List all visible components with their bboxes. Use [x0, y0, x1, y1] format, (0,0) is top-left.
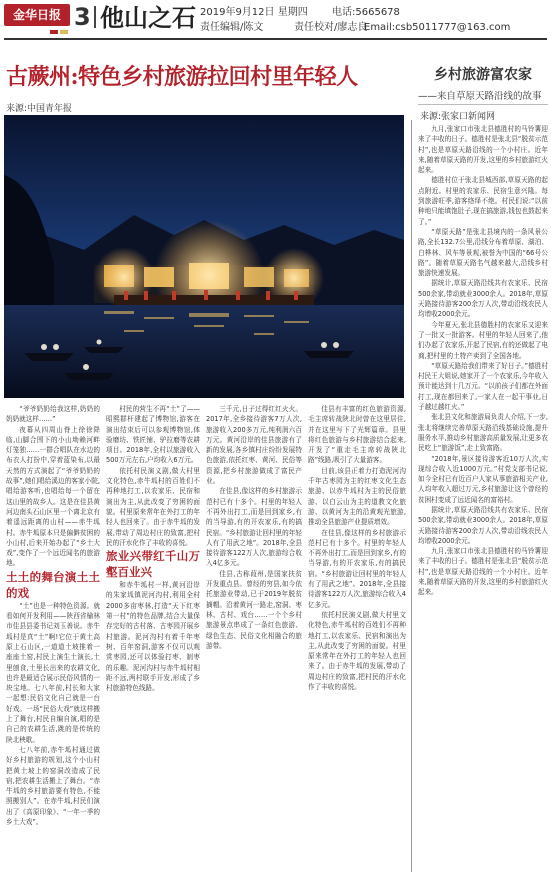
- side-article-body: [418, 124, 548, 872]
- contact-email[interactable]: Email:csb5011777@163.com: [364, 22, 511, 33]
- main-column-1: [6, 404, 100, 872]
- side-paragraph: 据统计,草原天路沿线共有农家乐、民宿500余家,带动就业3000余人。2018年,草原天路接待游客200余万人次,带动沿线农民人均增收2000余元。: [418, 279, 548, 319]
- main-headline: 古蕨州:特色乡村旅游拉回村里年轻人: [6, 64, 358, 90]
- main-column-3: [206, 404, 302, 872]
- main-paragraph: 在佳县,像这样的乡村旅游示范村已有十多个。村里的年轻人不再外出打工,而是回到家乡,有的当导游,有的开农家乐,有的搞民宿。“乡村旅游让回村里的年轻人有了用武之地”。2018年,全县接待游客122万人次,旅游综合收入4亿多元。: [206, 487, 302, 568]
- side-paragraph: 德胜村位于张北县城西部,草原天路的起点附近。村里的农家乐、民宿生意兴隆。每到旅游旺季,游客络绎不绝。村民们说:“以前种地只能填饱肚子,现在搞旅游,钱包也鼓起来了。”: [418, 176, 548, 226]
- main-paragraph: 依托村民演义剧,做大村里文化特色,赤牛坬村的百姓们不再种地打工,以农家乐、民宿和演出为主,从此改变了穷困的面貌。村里原来常年在外打工的年轻人也回来了。由于赤牛坬的发展,带动了周边村庄的致富,把村民的汗水化作了丰收的喜悦。: [308, 610, 406, 692]
- side-title-rule: [418, 104, 548, 105]
- side-paragraph: 张北县文化和旅游局负责人介绍,下一步,张北将继续完善草原天路沿线基础设施,提升服务水平,推动乡村旅游高质量发展,让更多农民吃上“旅游饭”,走上致富路。: [418, 413, 548, 453]
- main-paragraph: 依托村民演义剧,做大村里文化特色,赤牛坬村的百姓们不再种地打工,以农家乐、民宿和演出为主,从此改变了穷困的面貌。村里原来常年在外打工的年轻人也回来了。由于赤牛坬的发展,带动了周边村庄的致富,把村民的汗水化作了丰收的喜悦。: [106, 466, 200, 547]
- phone-number: 电话:5665678: [332, 7, 400, 18]
- issue-date: 2019年9月12日 星期四: [200, 7, 308, 18]
- main-paragraph: 夜幕从四周山脊上徐徐降临,山脚合围下的小山坳赖河畔灯笼独……一群合唱队在水边的布衣人打扮中,穿着蓝染布,以最天然的方式演起了“爷爷奶奶的故事”,她们唱给溪边的客家小院,唱给游客听,也唱给每一个留在这山里的故乡人。这是在佳县黄河边南头石山区里一个离北京有着遥远距离的山村——赤牛坬村。赤牛坬原本只是偏僻贫困的小山村,后来开始办起了“乡土大戏”,变作了一个远近闻名的旅游地。: [6, 425, 100, 568]
- side-paragraph: 今年夏天,张北县德胜村的农家乐又迎来了一批又一批游客。村里的年轻人回来了,他们办起了农家乐,开起了民宿,有的还做起了电商,把村里的土特产卖到了全国各地。: [418, 320, 548, 360]
- main-paragraph: 七八年前,赤牛坬村通过做好乡村旅游的规划,这个小山村把黄土坡上的窑洞改造成了民宿,把农耕生活搬上了舞台。“赤牛坬的乡村旅游要有特色,不能照搬别人”。在赤牛坬,村民们演出了《高原印象》、“一年一季的乡土大戏”。: [6, 745, 100, 826]
- section-divider: [94, 6, 96, 28]
- side-paragraph: 据统计,草原天路沿线共有农家乐、民宿500余家,带动就业3000余人。2018年,草原天路接待游客200余万人次,带动沿线农民人均增收2000余元。: [418, 505, 548, 545]
- masthead-rule: [4, 38, 547, 40]
- side-article-title: 乡村旅游富农家: [434, 67, 532, 83]
- subheading-2: 旅业兴带红千山万壑百业兴: [106, 549, 200, 580]
- photo-caption: “爷爷奶奶给我这样,奶奶的奶奶就这样……”: [6, 405, 100, 424]
- night-performance-photo: [4, 115, 404, 398]
- side-paragraph: “草原天路给我们带来了好日子。”德胜村村民王大姐说,她家开了一个农家乐,今年收入预计能达到十几万元。“以前孩子们都在外面打工,现在都回来了,一家人在一起干事业,日子越过越红火。”: [418, 361, 548, 412]
- main-paragraph: “土”也是一种特色资源。就看如何开发利用——陕西省榆林市佳县县委书记刘玉善说。赤牛坬村是真“土”啊!它位于黄土高原上石山区,一道道土坡推着一座座土窑,村民上演生土演长,土里刨食,土里长出来的农耕文化,也许是最适合展示民俗风情的一块宝地。七八年前,村长和大家一起想:民俗文化自己就是一台好戏。一场“民俗大戏”就这样搬上了舞台,村民自编自演,唱的是自己的农耕生活,跳的是传统的陕北秧歌。: [6, 601, 100, 744]
- main-paragraph: 三千元,日子过得红红火火。2017年,全乡接待游客7万人次,旅游收入200多万元,纯利润六百万元。黄河沿岸的佳县旅游有了新的发展,各乡镇村庄纷纷发展特色旅游,依托红枣、黄河、民俗等资源,把乡村旅游做成了富民产业。: [206, 405, 302, 486]
- newspaper-logo: 金华日报: [4, 4, 70, 26]
- main-paragraph: 目前,该县正着力打造泥河沟千年古枣园为主的红枣文化生态旅游、以赤牛坬村为主的民俗旅游、以白云山为主的道教文化旅游、以黄河为主的沿黄观光旅游,推动全县旅游产业提质增效。: [308, 466, 406, 527]
- main-column-4: [308, 404, 406, 872]
- main-column-2: [106, 404, 200, 872]
- side-article-subtitle: ——来自草原天路沿线的故事: [418, 91, 542, 102]
- page-number: 3: [74, 3, 91, 31]
- main-paragraph: 佳县,古称葭州,是国家扶贫开发重点县。曾经的穷县,如今依托旅游业带动,已于2019年脱贫摘帽。沿着黄河一路走,窑洞、枣林、古村、戏台……一个个乡村旅游景点串成了一条红色旅游、绿色生态、民俗文化相融合的旅游带。: [206, 569, 302, 650]
- main-paragraph: 村民的营生不再“土”了——昭熙群杆建起了博物馆,游客在演出结束后可以参观博物馆,体验磨坊、铁匠铺、驴拉磨等农耕项目。2018年,全村以旅游收入500万元左右,户均收入6万元。: [106, 405, 200, 465]
- side-paragraph: “草原天路”是张北县境内的一条风景公路,全长132.7公里,沿线分布着草原、湖泊、白桦林、风车等景观,被誉为中国的“66号公路”。随着草原天路名气越来越大,沿线乡村旅游快速发展。: [418, 227, 548, 278]
- side-paragraph: “2018年,景区接待游客近10万人次,实现综合收入近1000万元。”村党支部书记说,如今全村已有近百户人家从事旅游相关产业,人均年收入超过万元,乡村旅游让这个曾经的贫困村变成了远近闻名的富裕村。: [418, 454, 548, 504]
- main-source: 来源:中国青年报: [6, 104, 73, 114]
- editor-credit: 责任编辑/陈文: [200, 22, 264, 33]
- main-paragraph: 在佳县,像这样的乡村旅游示范村已有十多个。村里的年轻人不再外出打工,而是回到家乡,有的当导游,有的开农家乐,有的搞民宿。“乡村旅游让回村里的年轻人有了用武之地”。2018年,全县接待游客122万人次,旅游综合收入4亿多元。: [308, 528, 406, 609]
- main-paragraph: 和赤牛坬村一样,黄河沿岸的朱家坬镇泥河沟村,利用全村2000多亩枣林,打造“天下红枣第一村”的特色品牌,结合大量保存完好的古村落、古枣园开展乡村旅游。泥河沟村有着千年枣树、百年窑洞,游客不仅可以观赏枣园,还可以体验打枣、制枣的乐趣。泥河沟村与赤牛坬村相距不远,两村联手开发,形成了乡村旅游特色线路。: [106, 581, 200, 693]
- proofreader-credit: 责任校对/廖志良: [294, 22, 368, 33]
- logo-accent-red: [50, 30, 58, 34]
- section-title: 他山之石: [100, 3, 196, 32]
- side-article-source: 来源:张家口新闻网: [420, 112, 496, 122]
- logo-accent-gold: [60, 30, 68, 34]
- main-paragraph: 佳县有丰富的红色旅游资源,毛主席转战陕北时曾在这里居住,并在这里写下了光辉篇章。县里将红色旅游与乡村旅游结合起来,开发了“重走毛主席转战陕北路”线路,吸引了大量游客。: [308, 405, 406, 465]
- subheading-1: 土土的舞台演土土的戏: [6, 569, 100, 600]
- side-paragraph: 九月,张家口市张北县德胜村的马铃薯迎来了丰收的日子。德胜村是张北县“脱贫示范村”,也是草原天路沿线的一个小村庄。近年来,随着草原天路的开发,这里的乡村旅游红火起来。: [418, 125, 548, 175]
- column-divider: [411, 120, 412, 872]
- side-paragraph: 九月,张家口市张北县德胜村的马铃薯迎来了丰收的日子。德胜村是张北县“脱贫示范村”,也是草原天路沿线的一个小村庄。近年来,随着草原天路的开发,这里的乡村旅游红火起来。: [418, 547, 548, 597]
